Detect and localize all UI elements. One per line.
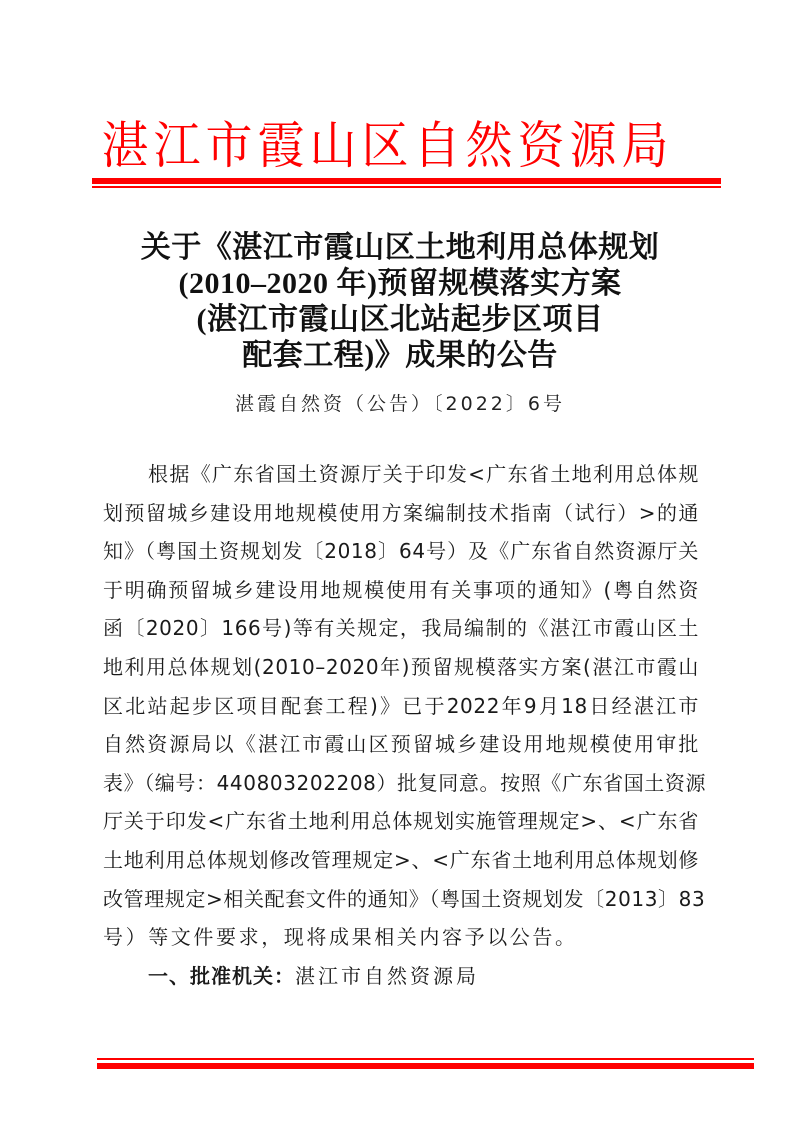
masthead-char: 霞 [257, 116, 305, 177]
masthead-char: 山 [309, 116, 357, 177]
masthead-char: 源 [569, 116, 617, 177]
paragraph-line: 区北站起步区项目配套工程)》已于2022年9月18日经湛江市 [103, 693, 699, 718]
paragraph-line: 于明确预留城乡建设用地规模使用有关事项的通知》(粤自然资 [103, 577, 699, 602]
footer-rule-thick [97, 1063, 754, 1069]
title-line: 配套工程)》成果的公告 [242, 339, 558, 372]
document-title [0, 230, 800, 374]
masthead-rule-thick [92, 178, 721, 184]
section-label: 一、批准机关： [148, 964, 295, 988]
body-paragraph [103, 455, 707, 957]
paragraph-line: 土地利用总体规划修改管理规定>、<广东省土地利用总体规划修 [103, 847, 699, 872]
paragraph-line: 改管理规定>相关配套文件的通知》（粤国土资规划发〔2013〕83 [103, 886, 706, 911]
paragraph-line: 根据《广东省国土资源厅关于印发<广东省土地利用总体规 [148, 462, 699, 486]
paragraph-line: 号）等文件要求，现将成果相关内容予以公告。 [103, 925, 578, 950]
masthead-org-name [100, 118, 670, 176]
masthead-char: 资 [517, 116, 565, 177]
title-line: (2010–2020 年)预留规模落实方案 [178, 267, 622, 300]
paragraph-line: 地利用总体规划(2010–2020年)预留规模落实方案(湛江市霞山 [103, 654, 699, 679]
section-value: 湛江市自然资源局 [295, 964, 479, 988]
paragraph-line: 划预留城乡建设用地规模使用方案编制技术指南（试行）>的通 [103, 500, 699, 525]
section-approval-authority [148, 957, 479, 995]
paragraph-line: 知》（粤国土资规划发〔2018〕64号）及《广东省自然资源厅关 [103, 539, 699, 564]
masthead-char: 江 [153, 116, 201, 177]
masthead-char: 局 [621, 116, 669, 177]
paragraph-line: 表》（编号：440803202208）批复同意。按照《广东省国土资源 [103, 770, 707, 795]
title-line: (湛江市霞山区北站起步区项目 [196, 303, 604, 336]
masthead-char: 市 [205, 116, 253, 177]
masthead-char: 自 [413, 116, 461, 177]
masthead-char: 然 [465, 116, 513, 177]
document-number: 湛霞自然资（公告）〔2022〕6号 [235, 393, 565, 415]
masthead-char: 湛 [101, 116, 149, 177]
paragraph-line: 厅关于印发<广东省土地利用总体规划实施管理规定>、<广东省 [103, 809, 699, 834]
footer-rule-thin [97, 1058, 754, 1060]
paragraph-line: 函〔2020〕166号)等有关规定，我局编制的《湛江市霞山区土 [103, 616, 699, 641]
masthead-rule-thin [92, 186, 721, 188]
title-line: 关于《湛江市霞山区土地利用总体规划 [140, 231, 660, 264]
masthead-char: 区 [361, 116, 409, 177]
paragraph-line: 自然资源局以《湛江市霞山区预留城乡建设用地规模使用审批 [103, 732, 699, 757]
